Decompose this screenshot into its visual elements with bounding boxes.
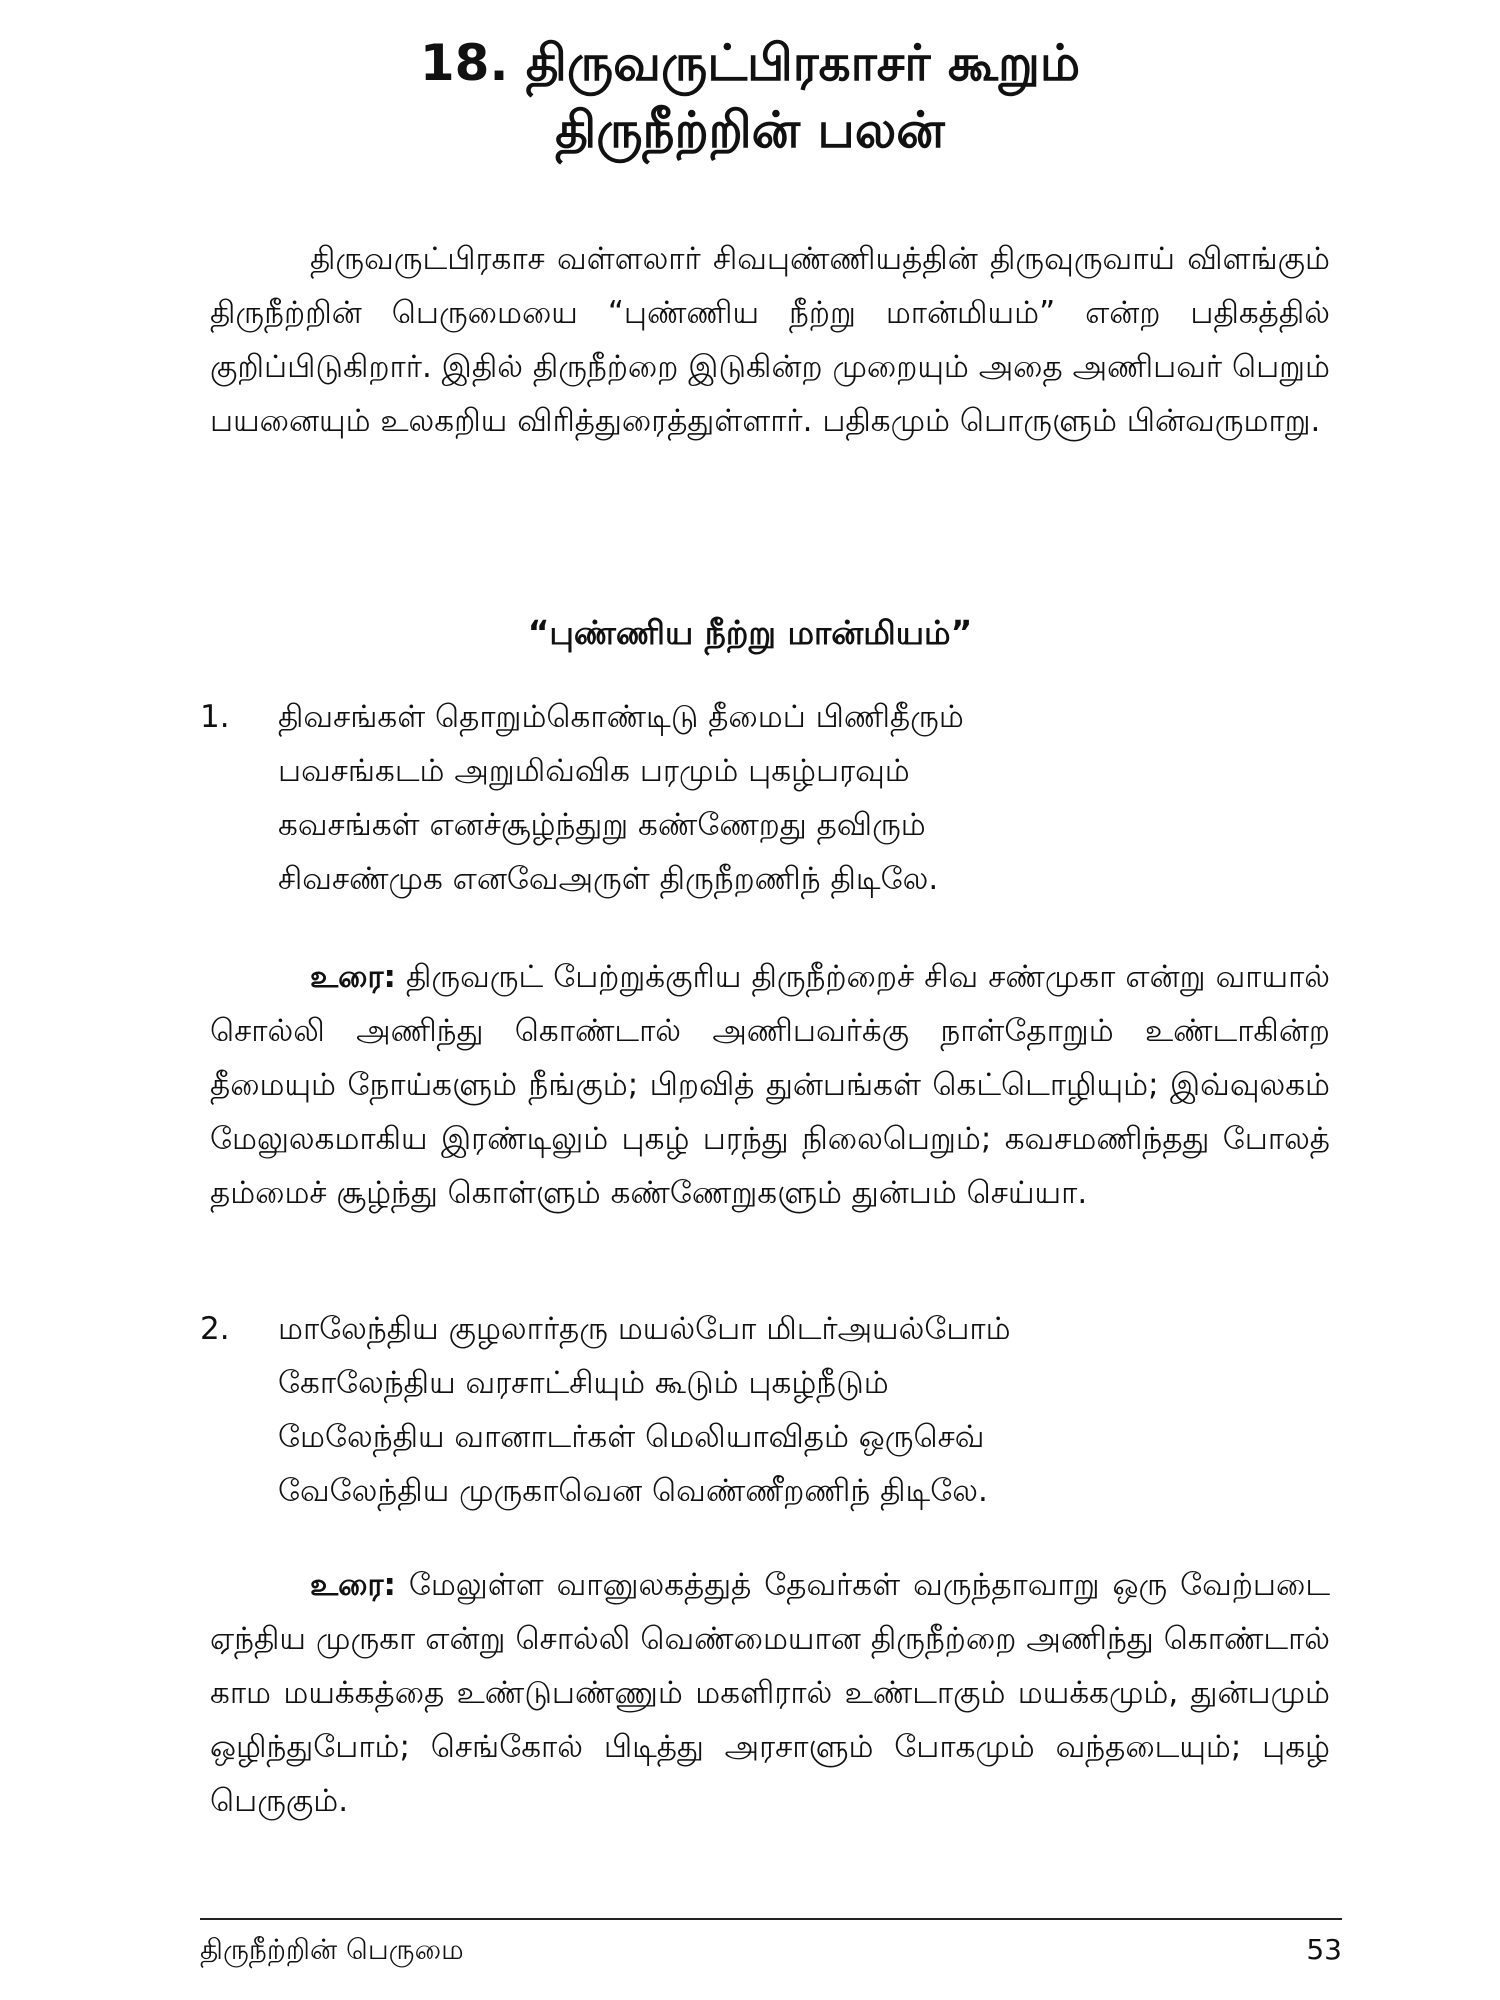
- chapter-title-line-1: 18. திருவருட்பிரகாசர் கூறும்: [419, 34, 1081, 92]
- commentary-2: [210, 1558, 1330, 1828]
- commentary-text: மேலுள்ள வானுலகத்துத் தேவர்கள் வருந்தாவாறு ஒரு வேற்படை ஏந்திய முருகா என்று சொல்லி வெண்மையான திருநீற்றை அணிந்து கொண்டால் காம மயக்கத்தை உண்டுபண்ணும் மகளிரால் உண்டாகும் மயக்கமும், துன்பமும் ஒழிந்துபோம்; செங்கோல் பிடித்து அரசாளும் போகமும் வந்தடையும்; புகழ் பெருகும்.: [210, 1567, 1330, 1819]
- stanza-lines: [278, 1302, 1278, 1518]
- intro-paragraph-block: [210, 232, 1330, 448]
- commentary-1: [210, 950, 1330, 1220]
- commentary-label: உரை:: [310, 959, 396, 995]
- stanza-line: திவசங்கள் தொறும்கொண்டிடு தீமைப் பிணிதீரும்: [278, 699, 964, 735]
- stanza-line: மாலேந்திய குழலார்தரு மயல்போ மிடர்அயல்போம்: [278, 1311, 1011, 1347]
- footer-book-title: திருநீற்றின் பெருமை: [200, 1933, 464, 1966]
- footer-divider: [200, 1918, 1342, 1920]
- stanza-line: பவசங்கடம் அறுமிவ்விக பரமும் புகழ்பரவும்: [278, 753, 910, 789]
- commentary-paragraph: [210, 950, 1330, 1220]
- stanza-number: 2.: [200, 1311, 230, 1347]
- commentary-paragraph: [210, 1558, 1330, 1828]
- stanza-line: மேலேந்திய வானாடர்கள் மெலியாவிதம் ஒருசெவ்: [278, 1419, 985, 1455]
- intro-paragraph: திருவருட்பிரகாச வள்ளலார் சிவபுண்ணியத்தின் திருவுருவாய் விளங்கும் திருநீற்றின் பெருமையை “புண்ணிய நீற்று மான்மியம்” என்ற பதிகத்தில் குறிப்பிடுகிறார். இதில் திருநீற்றை இடுகின்ற முறையும் அதை அணிபவர் பெறும் பயனையும் உலகறிய விரித்துரைத்துள்ளார். பதிகமும் பொருளும் பின்வருமாறு.: [210, 241, 1330, 439]
- verse-heading: “புண்ணிய நீற்று மான்மியம்”: [527, 613, 973, 652]
- stanza-number: 1.: [200, 699, 230, 735]
- stanza-line: சிவசண்முக எனவேஅருள் திருநீறணிந் திடிலே.: [278, 861, 939, 897]
- page-number: 53: [1306, 1933, 1342, 1966]
- stanza-line: வேலேந்திய முருகாவென வெண்ணீறணிந் திடிலே.: [278, 1473, 988, 1509]
- commentary-label: உரை:: [310, 1567, 396, 1603]
- stanza-line: கவசங்கள் எனச்சூழ்ந்துறு கண்ணேறது தவிரும்: [278, 807, 926, 843]
- commentary-text: திருவருட் பேற்றுக்குரிய திருநீற்றைச் சிவ சண்முகா என்று வாயால் சொல்லி அணிந்து கொண்டால் அணிபவர்க்கு நாள்தோறும் உண்டாகின்ற தீமையும் நோய்களும் நீங்கும்; பிறவித் துன்பங்கள் கெட்டொழியும்; இவ்வுலகம் மேலுலகமாகிய இரண்டிலும் புகழ் பரந்து நிலைபெறும்; கவசமணிந்தது போலத் தம்மைச் சூழ்ந்து கொள்ளும் கண்ணேறுகளும் துன்பம் செய்யா.: [210, 959, 1330, 1211]
- stanza-line: கோலேந்திய வரசாட்சியும் கூடும் புகழ்நீடும்: [278, 1365, 889, 1401]
- chapter-title-line-2: திருநீற்றின் பலன்: [555, 101, 945, 159]
- stanza-lines: [278, 690, 1278, 906]
